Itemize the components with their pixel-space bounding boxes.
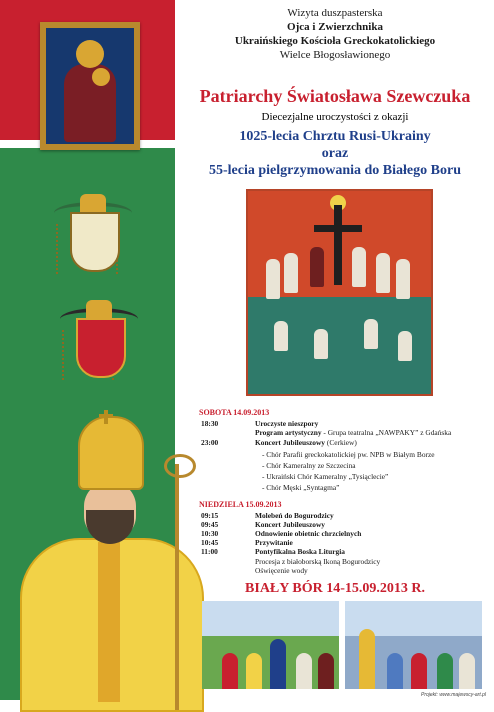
sun-event-3: Odnowienie obietnic chrzcielnych xyxy=(255,529,362,538)
sun-event-4: Przywitanie xyxy=(255,538,293,547)
sun-time-5: 11:00 xyxy=(201,547,218,556)
sat-time-1: 18:30 xyxy=(201,419,219,428)
sat-event-7: - Chór Męski „Syntagma” xyxy=(262,483,340,492)
header-line-1: Wizyta duszpasterska xyxy=(287,7,383,19)
pilgrimage-photo-1 xyxy=(202,601,339,689)
episcopal-coat-of-arms-icon xyxy=(58,296,128,392)
anniversary-1: 1025-lecia Chrztu Rusi-Ukrainy xyxy=(239,129,431,144)
pilgrimage-photo-2 xyxy=(345,601,482,689)
sat-event-5: - Chór Kameralny ze Szczecina xyxy=(262,461,356,470)
closing-date: BIAŁY BÓR 14-15.09.2013 R. xyxy=(245,581,425,596)
sat-event-1: Uroczyste nieszpory xyxy=(255,419,319,428)
sun-event-5: Pontyfikalna Boska Liturgia xyxy=(255,547,345,556)
header-line-4: Wielce Błogosławionego xyxy=(279,49,391,61)
sat-event-3: Koncert Jubileuszowy (Cerkiew) xyxy=(255,438,357,447)
sun-event-1: Molebeń do Bogurodzicy xyxy=(255,511,334,520)
design-credit: Projekt: www.majewscy-art.pl xyxy=(420,692,486,698)
sat-event-4: - Chór Parafii greckokatolickiej pw. NPB w Białym Borze xyxy=(262,450,435,459)
header-line-3: Ukraińskiego Kościoła Greckokatolickiego xyxy=(234,35,436,47)
madonna-icon xyxy=(40,22,140,150)
sat-time-3: 23:00 xyxy=(201,438,219,447)
saturday-heading: SOBOTA 14.09.2013 xyxy=(199,408,270,417)
anniversary-2: 55-lecia pielgrzymowania do Białego Boru xyxy=(209,163,461,178)
coat-of-arms-icon xyxy=(52,190,132,282)
header-line-2: Ojca i Zwierzchnika xyxy=(287,21,383,33)
patriarch-name: Patriarchy Światosława Szewczuka xyxy=(199,86,471,106)
sun-time-3: 10:30 xyxy=(201,529,219,538)
sun-extra-2: Oświęcenie wody xyxy=(255,566,308,575)
header xyxy=(180,6,490,62)
sun-time-1: 09:15 xyxy=(201,511,219,520)
sun-event-2: Koncert Jubileuszowy xyxy=(255,520,326,529)
patriarch-photo xyxy=(10,410,200,700)
sun-time-4: 10:45 xyxy=(201,538,219,547)
baptism-painting xyxy=(246,189,433,396)
sat-event-2: Program artystyczny - Grupa teatralna „NAWPAKY” z Gdańska xyxy=(255,428,452,437)
anniversary-and: oraz xyxy=(321,146,349,161)
sun-extra-1: Procesja z białoborską Ikoną Bogurodzicy xyxy=(255,557,381,566)
sat-event-6: - Ukraiński Chór Kameralny „Tysiąclecie” xyxy=(262,472,389,481)
sunday-heading: NIEDZIELA 15.09.2013 xyxy=(199,500,282,509)
occasion-text: Diecezjalne uroczystości z okazji xyxy=(261,111,409,123)
sun-time-2: 09:45 xyxy=(201,520,219,529)
